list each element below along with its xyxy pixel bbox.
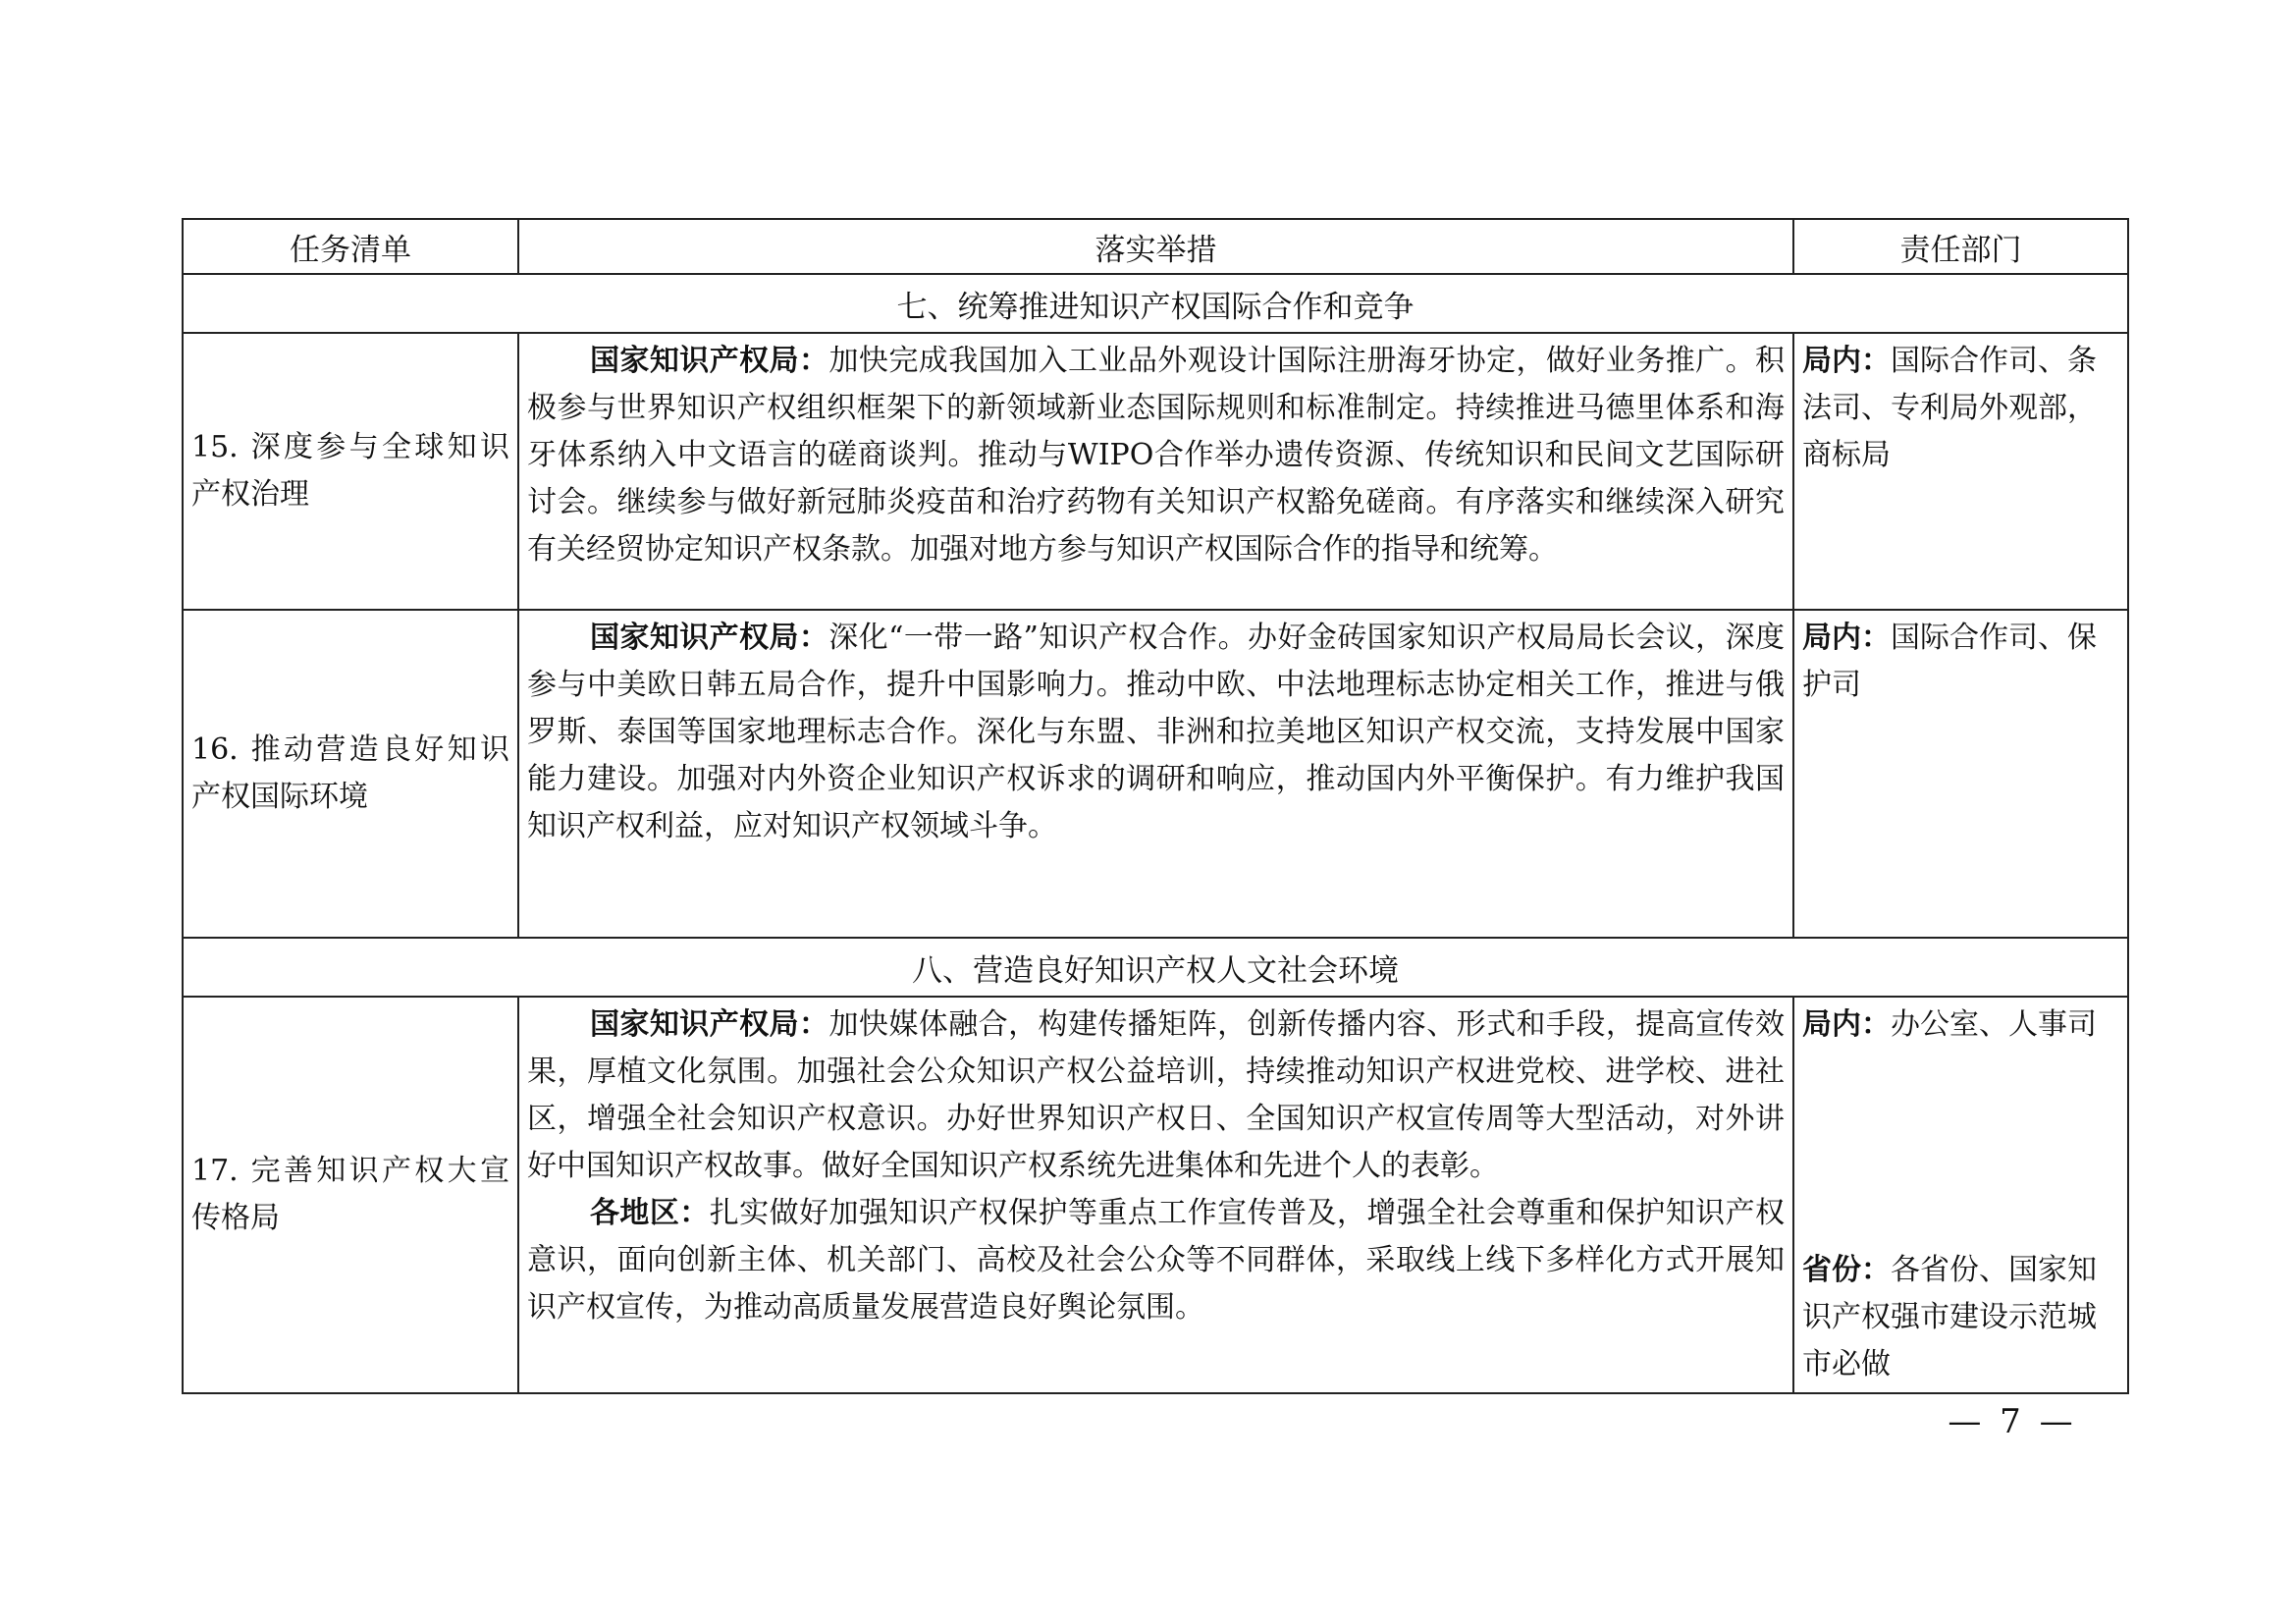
spacer bbox=[1802, 1049, 2119, 1247]
department-text: 国际合作司、保护司 bbox=[1802, 621, 2097, 702]
department-key: 局内： bbox=[1802, 621, 1891, 655]
measure-paragraph bbox=[527, 1190, 1785, 1331]
measure-cell bbox=[518, 997, 1793, 1393]
measure-text: 深化“一带一路”知识产权合作。办好金砖国家知识产权局局长会议，深度参与中美欧日韩五局合作，提升中国影响力。推动中欧、中法地理标志协定相关工作，推进与俄罗斯、泰国等国家地理标志合作。深化与东盟、非洲和拉美地区知识产权交流，支持发展中国家能力建设。加强对内外资企业知识产权诉求的调研和响应，推动国内外平衡保护。有力维护我国知识产权利益，应对知识产权领域斗争。 bbox=[527, 621, 1785, 843]
department-key: 局内： bbox=[1802, 344, 1891, 378]
department-cell bbox=[1793, 997, 2128, 1393]
table-row bbox=[183, 997, 2128, 1393]
task-item-15: 15. 深度参与全球知识产权治理 bbox=[183, 333, 518, 610]
department-key: 省份： bbox=[1802, 1253, 1891, 1287]
header-department: 责任部门 bbox=[1793, 219, 2128, 274]
section-title-8: 八、营造良好知识产权人文社会环境 bbox=[183, 938, 2128, 997]
header-task-list: 任务清单 bbox=[183, 219, 518, 274]
table-row bbox=[183, 610, 2128, 938]
table-header-row bbox=[183, 219, 2128, 274]
measure-paragraph bbox=[527, 1001, 1785, 1190]
section-title-7: 七、统筹推进知识产权国际合作和竞争 bbox=[183, 274, 2128, 333]
measure-lead: 国家知识产权局： bbox=[590, 1007, 829, 1042]
department-key: 局内： bbox=[1802, 1007, 1891, 1042]
measure-cell bbox=[518, 610, 1793, 938]
measure-cell bbox=[518, 333, 1793, 610]
measure-lead: 各地区： bbox=[590, 1196, 710, 1230]
department-entry bbox=[1802, 338, 2119, 479]
department-cell bbox=[1793, 333, 2128, 610]
measure-text: 加快媒体融合，构建传播矩阵，创新传播内容、形式和手段，提高宣传效果，厚植文化氛围。加强社会公众知识产权公益培训，持续推动知识产权进党校、进学校、进社区，增强全社会知识产权意识。办好世界知识产权日、全国知识产权宣传周等大型活动，对外讲好中国知识产权故事。做好全国知识产权系统先进集体和先进个人的表彰。 bbox=[527, 1007, 1786, 1183]
measure-paragraph bbox=[527, 615, 1785, 850]
table-row bbox=[183, 333, 2128, 610]
department-text: 国际合作司、条法司、专利局外观部，商标局 bbox=[1802, 344, 2097, 472]
department-text: 各省份、国家知识产权强市建设示范城市必做 bbox=[1802, 1253, 2097, 1381]
page-number: — 7 — bbox=[1948, 1402, 2077, 1441]
measure-lead: 国家知识产权局： bbox=[590, 621, 829, 655]
header-measures: 落实举措 bbox=[518, 219, 1793, 274]
task-item-17: 17. 完善知识产权大宣传格局 bbox=[183, 997, 518, 1393]
department-cell bbox=[1793, 610, 2128, 938]
measure-text: 扎实做好加强知识产权保护等重点工作宣传普及，增强全社会尊重和保护知识产权意识，面向创新主体、机关部门、高校及社会公众等不同群体，采取线上线下多样化方式开展知识产权宣传，为推动高质量发展营造良好舆论氛围。 bbox=[527, 1196, 1786, 1325]
department-entry bbox=[1802, 615, 2119, 709]
measure-paragraph bbox=[527, 338, 1785, 573]
measure-lead: 国家知识产权局： bbox=[590, 344, 829, 378]
task-table bbox=[182, 218, 2129, 1394]
section-row bbox=[183, 938, 2128, 997]
department-entry bbox=[1802, 1247, 2119, 1388]
department-text: 办公室、人事司 bbox=[1891, 1007, 2097, 1042]
task-item-16: 16. 推动营造良好知识产权国际环境 bbox=[183, 610, 518, 938]
department-entry bbox=[1802, 1001, 2119, 1049]
section-row bbox=[183, 274, 2128, 333]
measure-text: 加快完成我国加入工业品外观设计国际注册海牙协定，做好业务推广。积极参与世界知识产权组织框架下的新领域新业态国际规则和标准制定。持续推进马德里体系和海牙体系纳入中文语言的磋商谈判。推动与WIPO合作举办遗传资源、传统知识和民间文艺国际研讨会。继续参与做好新冠肺炎疫苗和治疗药物有关知识产权豁免磋商。有序落实和继续深入研究有关经贸协定知识产权条款。加强对地方参与知识产权国际合作的指导和统筹。 bbox=[527, 344, 1786, 567]
